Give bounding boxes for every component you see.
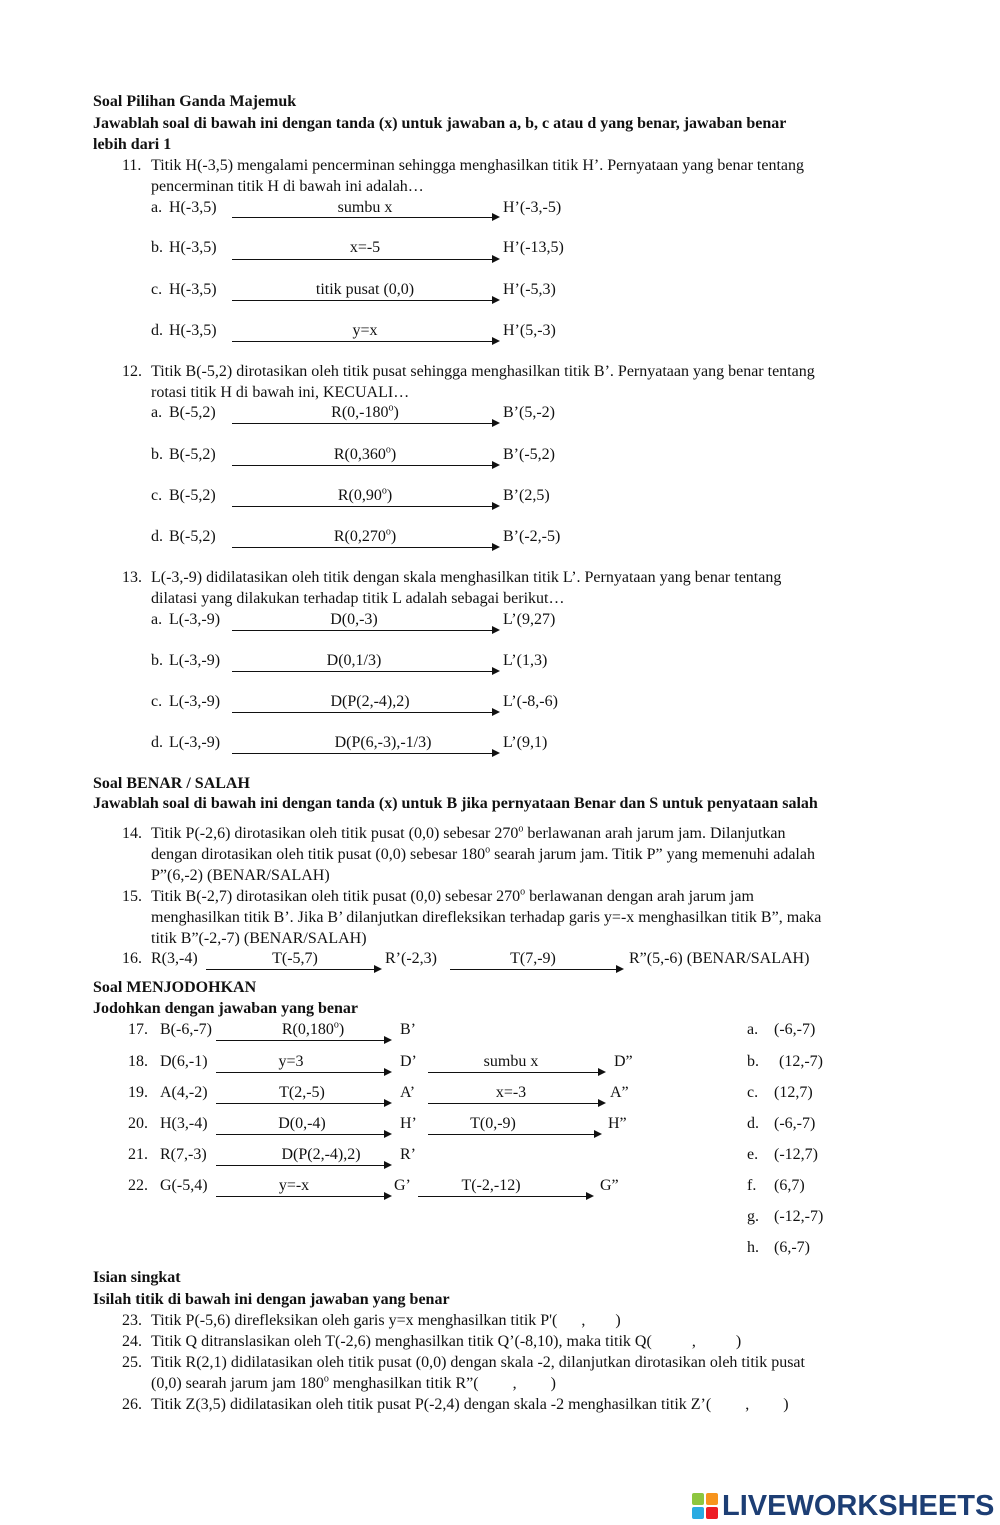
item-number: 17. (128, 1021, 148, 1038)
item-to2: H” (608, 1115, 627, 1132)
arrow-head-icon (492, 543, 500, 551)
arrow-line (232, 259, 494, 260)
option-to: B’(2,5) (503, 487, 550, 504)
option-to: B’(-2,-5) (503, 528, 561, 545)
option-letter: b. (151, 446, 163, 463)
arrow-head-icon (374, 965, 382, 973)
logo-text: LIVEWORKSHEETS (722, 1489, 995, 1522)
arrow-head-icon (492, 296, 500, 304)
transformation-label: R(0,360$^o$) (333, 444, 397, 463)
arrow-line (232, 341, 494, 342)
item-number: 22. (128, 1177, 148, 1194)
item-number: 21. (128, 1146, 148, 1163)
option-to: L’(9,27) (503, 611, 556, 628)
question-text: dengan dirotasikan oleh titik pusat (0,0) sebesar 180$^o$ searah jarum jam. Titik P” yang memenuhi adalah (151, 844, 815, 863)
section-instruction-match: Jodohkan dengan jawaban yang benar (93, 1000, 358, 1017)
transformation-label: T(-5,7) (272, 950, 318, 967)
arrow-line (216, 1134, 386, 1135)
item-from: H(3,-4) (160, 1115, 208, 1132)
item-number: 19. (128, 1084, 148, 1101)
option-to: H’(-3,-5) (503, 199, 562, 216)
question-number: 11. (122, 157, 142, 174)
arrow-line (232, 547, 494, 548)
question-text: menghasilkan titik B’. Jika B’ dilanjutkan direfleksikan terhadap garis y=-x menghasilkan titik B”, maka (151, 909, 822, 926)
option-from: B(-5,2) (169, 404, 216, 421)
option-to: H’(5,-3) (503, 322, 556, 339)
answer-letter: h. (747, 1239, 759, 1256)
answer-letter: d. (747, 1115, 759, 1132)
answer-value[interactable]: (6,7) (774, 1177, 805, 1194)
answer-value[interactable]: (-12,7) (774, 1146, 818, 1163)
arrow-head-icon (384, 1068, 392, 1076)
arrow-line (232, 712, 494, 713)
transformation-label: T(2,-5) (279, 1084, 325, 1101)
arrow-line (216, 1103, 386, 1104)
item-to: H’ (400, 1115, 417, 1132)
option-letter: d. (151, 528, 163, 545)
arrow-head-icon (492, 667, 500, 675)
liveworksheets-logo (692, 1490, 994, 1522)
arrow-head-icon (384, 1099, 392, 1107)
arrow-head-icon (384, 1192, 392, 1200)
arrow-line (428, 1072, 600, 1073)
answer-letter: f. (747, 1177, 757, 1194)
arrow-head-icon (594, 1130, 602, 1138)
question-text: dilatasi yang dilakukan terhadap titik L adalah sebagai berikut… (151, 590, 565, 607)
logo-mark-icon (692, 1493, 718, 1519)
option-from: H(-3,5) (169, 322, 217, 339)
arrow-line (418, 1196, 588, 1197)
arrow-line (450, 969, 618, 970)
option-letter: d. (151, 734, 163, 751)
arrow-head-icon (492, 337, 500, 345)
option-letter: a. (151, 404, 163, 421)
item-to2: D” (614, 1053, 633, 1070)
item-from: D(6,-1) (160, 1053, 208, 1070)
question-text: Titik P(-5,6) direfleksikan oleh garis y=x menghasilkan titik P'( , ) (151, 1312, 621, 1329)
arrow-head-icon (616, 965, 624, 973)
item-to: R’ (400, 1146, 416, 1163)
option-to: L’(-8,-6) (503, 693, 558, 710)
answer-letter: a. (747, 1021, 759, 1038)
arrow-head-icon (384, 1036, 392, 1044)
option-letter: c. (151, 487, 163, 504)
option-letter: a. (151, 611, 163, 628)
question-number: 14. (122, 825, 142, 842)
item-to: G’ (394, 1177, 411, 1194)
transformation-label: D(0,-4) (278, 1115, 326, 1132)
point-from: R(3,-4) (151, 950, 198, 967)
option-from: B(-5,2) (169, 487, 216, 504)
question-text: P”(6,-2) (BENAR/SALAH) (151, 867, 330, 884)
option-letter: a. (151, 199, 163, 216)
arrow-line (216, 1040, 386, 1041)
question-text: Titik B(-2,7) dirotasikan oleh titik pusat (0,0) sebesar 270$^o$ berlawanan dengan arah jarum jam (151, 886, 754, 905)
arrow-head-icon (384, 1130, 392, 1138)
option-from: B(-5,2) (169, 528, 216, 545)
option-to: L’(1,3) (503, 652, 548, 669)
section-instruction-pgm-cont: lebih dari 1 (93, 136, 172, 153)
transformation-label: R(0,-180$^o$) (331, 402, 399, 421)
question-text: Titik B(-5,2) dirotasikan oleh titik pusat sehingga menghasilkan titik B’. Pernyataan yang benar tentang (151, 363, 815, 380)
arrow-line (232, 753, 494, 754)
option-letter: c. (151, 693, 163, 710)
arrow-head-icon (598, 1099, 606, 1107)
question-text: Titik Z(3,5) didilatasikan oleh titik pusat P(-2,4) dengan skala -2 menghasilkan titik Z’( , ) (151, 1396, 789, 1413)
option-from: L(-3,-9) (169, 734, 221, 751)
option-from: H(-3,5) (169, 281, 217, 298)
arrow-line (232, 423, 494, 424)
transformation-label: D(P(2,-4),2) (330, 693, 410, 710)
answer-letter: e. (747, 1146, 759, 1163)
option-from: L(-3,-9) (169, 652, 221, 669)
arrow-head-icon (492, 626, 500, 634)
answer-value[interactable]: (12,7) (774, 1084, 813, 1101)
arrow-line (232, 630, 494, 631)
arrow-line (206, 969, 376, 970)
item-number: 18. (128, 1053, 148, 1070)
transformation-label: D(0,1/3) (326, 652, 382, 669)
option-from: B(-5,2) (169, 446, 216, 463)
transformation-label: D(0,-3) (330, 611, 378, 628)
transformation-label: T(7,-9) (510, 950, 556, 967)
question-text: L(-3,-9) didilatasikan oleh titik dengan skala menghasilkan titik L’. Pernyataan yang benar tentang (151, 569, 782, 586)
transformation-label: y=x (352, 322, 378, 339)
question-number: 12. (122, 363, 142, 380)
answer-letter: b. (747, 1053, 759, 1070)
answer-value[interactable]: (-6,-7) (774, 1115, 816, 1132)
question-text: Titik Q ditranslasikan oleh T(-2,6) menghasilkan titik Q’(-8,10), maka titik Q( , ) (151, 1333, 742, 1350)
transformation-label: D(P(6,-3),-1/3) (334, 734, 432, 751)
item-from: B(-6,-7) (160, 1021, 212, 1038)
transformation-label: R(0,270$^o$) (333, 526, 397, 545)
item-to2: G” (600, 1177, 619, 1194)
question-number: 16. (122, 950, 142, 967)
arrow-head-icon (492, 419, 500, 427)
answer-letter: c. (747, 1084, 759, 1101)
arrow-line (428, 1103, 600, 1104)
answer-letter: g. (747, 1208, 759, 1225)
option-to: H’(-5,3) (503, 281, 556, 298)
arrow-line (428, 1134, 596, 1135)
question-text: titik B”(-2,-7) (BENAR/SALAH) (151, 930, 367, 947)
question-text: rotasi titik H di bawah ini, KECUALI… (151, 384, 410, 401)
section-instruction-short: Isilah titik di bawah ini dengan jawaban yang benar (93, 1291, 450, 1308)
arrow-head-icon (492, 255, 500, 263)
transformation-label: sumbu x (483, 1053, 539, 1070)
item-to: D’ (400, 1053, 417, 1070)
question-number: 13. (122, 569, 142, 586)
option-to: L’(9,1) (503, 734, 548, 751)
section-instruction-bs: Jawablah soal di bawah ini dengan tanda (x) untuk B jika pernyataan Benar dan S untuk penyataan salah (93, 795, 818, 812)
transformation-label: y=3 (278, 1053, 304, 1070)
question-number: 23. (122, 1312, 142, 1329)
option-letter: b. (151, 652, 163, 669)
answer-value[interactable]: (-12,-7) (774, 1208, 824, 1225)
option-to: B’(5,-2) (503, 404, 555, 421)
arrow-line (216, 1165, 386, 1166)
answer-value[interactable]: (-6,-7) (774, 1021, 816, 1038)
option-from: L(-3,-9) (169, 611, 221, 628)
option-to: B’(-5,2) (503, 446, 555, 463)
item-to2: A” (610, 1084, 629, 1101)
option-letter: d. (151, 322, 163, 339)
question-text: Titik H(-3,5) mengalami pencerminan sehingga menghasilkan titik H’. Pernyataan yang benar tentang (151, 157, 805, 174)
transformation-label: y=-x (278, 1177, 310, 1194)
arrow-line (216, 1196, 386, 1197)
arrow-line (232, 465, 494, 466)
question-text: Titik R(2,1) didilatasikan oleh titik pusat (0,0) dengan skala -2, dilanjutkan dirotasikan oleh titik pusat (151, 1354, 805, 1371)
option-to: H’(-13,5) (503, 239, 564, 256)
transformation-label: titik pusat (0,0) (315, 281, 415, 298)
answer-value[interactable]: (12,-7) (779, 1053, 823, 1070)
arrow-line (232, 217, 494, 218)
answer-value[interactable]: (6,-7) (774, 1239, 810, 1256)
option-from: H(-3,5) (169, 199, 217, 216)
option-from: H(-3,5) (169, 239, 217, 256)
transformation-label: R(0,180$^o$) (281, 1019, 345, 1038)
question-number: 26. (122, 1396, 142, 1413)
arrow-head-icon (598, 1068, 606, 1076)
arrow-line (232, 300, 494, 301)
transformation-label: sumbu x (337, 199, 393, 216)
arrow-line (216, 1072, 386, 1073)
arrow-head-icon (492, 213, 500, 221)
question-number: 25. (122, 1354, 142, 1371)
item-to: B’ (400, 1021, 416, 1038)
transformation-label: T(0,-9) (470, 1115, 516, 1132)
transformation-label: T(-2,-12) (461, 1177, 521, 1194)
question-text: Titik P(-2,6) dirotasikan oleh titik pusat (0,0) sebesar 270$^o$ berlawanan arah jarum jam. Dilanjutkan (151, 823, 786, 842)
option-from: L(-3,-9) (169, 693, 221, 710)
option-letter: c. (151, 281, 163, 298)
arrow-head-icon (586, 1192, 594, 1200)
question-text: (0,0) searah jarum jam 180$^o$ menghasilkan titik R”( , ) (151, 1373, 556, 1392)
transformation-label: x=-5 (349, 239, 381, 256)
item-from: A(4,-2) (160, 1084, 208, 1101)
transformation-label: R(0,90$^o$) (337, 485, 393, 504)
question-text: pencerminan titik H di bawah ini adalah… (151, 178, 424, 195)
question-number: 15. (122, 888, 142, 905)
question-number: 24. (122, 1333, 142, 1350)
section-title-bs: Soal BENAR / SALAH (93, 775, 250, 792)
section-instruction-pgm: Jawablah soal di bawah ini dengan tanda (x) untuk jawaban a, b, c atau d yang benar, jawaban benar (93, 115, 787, 132)
arrow-head-icon (492, 502, 500, 510)
arrow-head-icon (384, 1161, 392, 1169)
arrow-line (232, 506, 494, 507)
arrow-head-icon (492, 461, 500, 469)
arrow-head-icon (492, 749, 500, 757)
transformation-label: x=-3 (495, 1084, 527, 1101)
item-from: R(7,-3) (160, 1146, 207, 1163)
item-number: 20. (128, 1115, 148, 1132)
option-letter: b. (151, 239, 163, 256)
arrow-line (232, 671, 494, 672)
arrow-head-icon (492, 708, 500, 716)
item-from: G(-5,4) (160, 1177, 208, 1194)
section-title-pgm: Soal Pilihan Ganda Majemuk (93, 93, 297, 110)
section-title-short: Isian singkat (93, 1269, 181, 1286)
point-mid: R’(-2,3) (385, 950, 437, 967)
point-to: R”(5,-6) (BENAR/SALAH) (629, 950, 810, 967)
section-title-match: Soal MENJODOHKAN (93, 979, 257, 996)
item-to: A’ (400, 1084, 416, 1101)
transformation-label: D(P(2,-4),2) (281, 1146, 361, 1163)
